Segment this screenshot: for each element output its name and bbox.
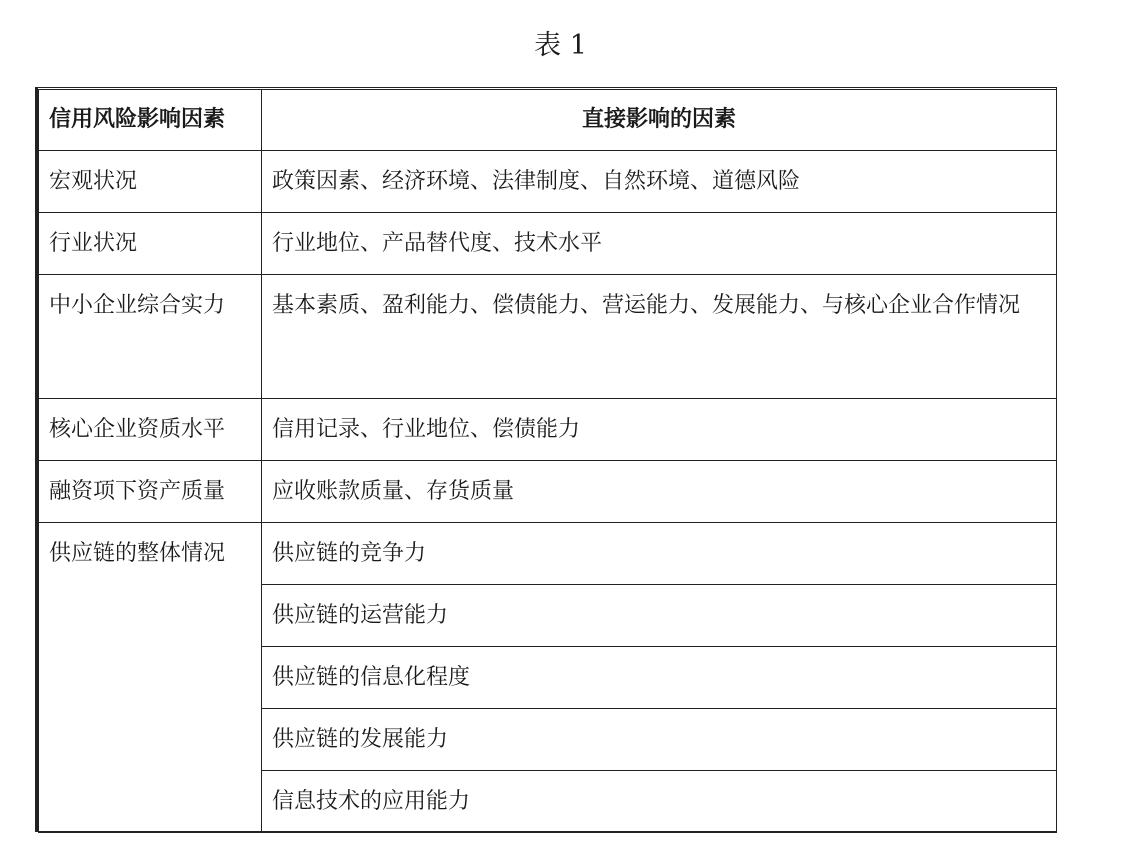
direct-factor-cell: 信用记录、行业地位、偿债能力	[262, 399, 1057, 461]
table-row	[39, 399, 1057, 461]
risk-factor-cell: 行业状况	[39, 213, 262, 275]
table-caption: 表 1	[534, 30, 587, 61]
direct-factor-cell: 供应链的信息化程度	[262, 647, 1057, 709]
table-row	[39, 275, 1057, 399]
direct-factor-cell: 供应链的运营能力	[262, 585, 1057, 647]
header-risk-factor: 信用风险影响因素	[39, 90, 262, 151]
risk-factors-table	[38, 89, 1057, 833]
direct-factor-cell: 政策因素、经济环境、法律制度、自然环境、道德风险	[262, 151, 1057, 213]
risk-factor-cell: 融资项下资产质量	[39, 461, 262, 523]
risk-factor-cell: 中小企业综合实力	[39, 275, 262, 399]
risk-factor-cell: 供应链的整体情况	[39, 523, 262, 833]
direct-factor-cell: 基本素质、盈利能力、偿债能力、营运能力、发展能力、与核心企业合作情况	[262, 275, 1057, 399]
risk-factor-cell: 核心企业资质水平	[39, 399, 262, 461]
table-row	[39, 461, 1057, 523]
header-direct-factor: 直接影响的因素	[262, 90, 1057, 151]
table-header-row	[39, 90, 1057, 151]
table-row	[39, 151, 1057, 213]
table-row	[39, 213, 1057, 275]
direct-factor-cell: 行业地位、产品替代度、技术水平	[262, 213, 1057, 275]
direct-factor-cell: 应收账款质量、存货质量	[262, 461, 1057, 523]
direct-factor-cell: 信息技术的应用能力	[262, 771, 1057, 833]
risk-factor-cell: 宏观状况	[39, 151, 262, 213]
table-row	[39, 523, 1057, 585]
direct-factor-cell: 供应链的竞争力	[262, 523, 1057, 585]
direct-factor-cell: 供应链的发展能力	[262, 709, 1057, 771]
